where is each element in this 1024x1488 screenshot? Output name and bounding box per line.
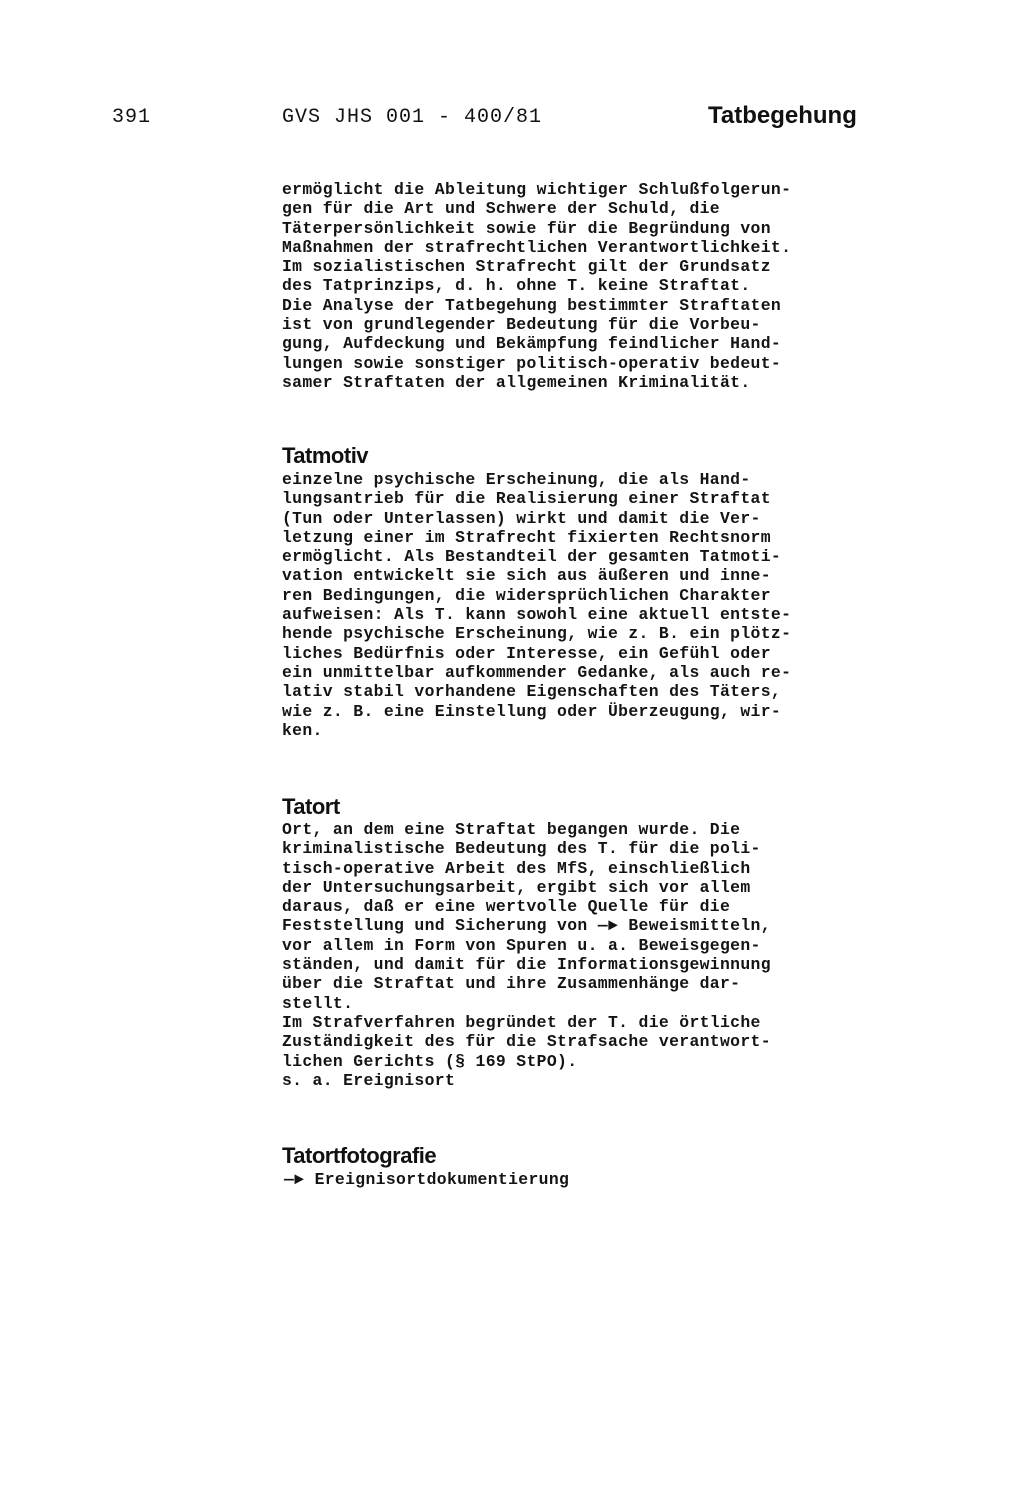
text-line: hende psychische Erscheinung, wie z. B. ein plötz-: [282, 624, 792, 644]
text-line: lativ stabil vorhandene Eigenschaften des Täters,: [282, 682, 782, 702]
document-id: GVS JHS 001 - 400/81: [282, 106, 543, 129]
text-line: gung, Aufdeckung und Bekämpfung feindlicher Hand-: [282, 334, 782, 354]
text-line: tisch-operative Arbeit des MfS, einschließlich: [282, 858, 751, 878]
text-line: ein unmittelbar aufkommender Gedanke, als auch re-: [282, 662, 792, 682]
text-line: Die Analyse der Tatbegehung bestimmter Straftaten: [282, 295, 782, 315]
text-line: Feststellung und Sicherung von —► Beweismitteln,: [282, 916, 771, 936]
text-line: lungen sowie sonstiger politisch-operativ bedeut-: [282, 353, 782, 373]
text-line: s. a. Ereignisort: [282, 1070, 456, 1090]
intro-paragraph: [282, 180, 791, 392]
text-line: ermöglicht die Ableitung wichtiger Schlußfolgerun-: [282, 180, 792, 199]
reference-link: Ereignisortdokumentierung: [314, 1170, 570, 1189]
text-line: Ort, an dem eine Straftat begangen wurde. Die: [282, 820, 741, 839]
entry-body-tatmotiv: [282, 470, 791, 740]
entry-body-tatort: [282, 820, 771, 1090]
text-line: stellt.: [282, 993, 354, 1013]
text-line: ermöglicht. Als Bestandteil der gesamten Tatmoti-: [282, 547, 782, 567]
text-line: samer Straftaten der allgemeinen Kriminalität.: [282, 372, 751, 392]
text-line: Täterpersönlichkeit sowie für die Begründung von: [282, 218, 771, 238]
text-line: daraus, daß er eine wertvolle Quelle für die: [282, 897, 731, 917]
text-line: ren Bedingungen, die widersprüchlichen Charakter: [282, 585, 771, 605]
text-line: letzung einer im Strafrecht fixierten Rechtsnorm: [282, 527, 771, 547]
text-line: wie z. B. eine Einstellung oder Überzeugung, wir-: [282, 701, 782, 721]
text-line: liches Bedürfnis oder Interesse, ein Gefühl oder: [282, 643, 771, 663]
entry-heading-tatort: Tatort: [282, 794, 340, 819]
text-line: kriminalistische Bedeutung des T. für die poli-: [282, 839, 761, 859]
text-line: einzelne psychische Erscheinung, die als Hand-: [282, 470, 751, 489]
text-line: der Untersuchungsarbeit, ergibt sich vor allem: [282, 877, 751, 897]
text-line: lungsantrieb für die Realisierung einer Straftat: [282, 489, 771, 509]
entry-heading-tatmotiv: Tatmotiv: [282, 443, 369, 468]
text-line: Maßnahmen der strafrechtlichen Verantwortlichkeit.: [282, 237, 792, 257]
text-line: vor allem in Form von Spuren u. a. Beweisgegen-: [282, 935, 761, 955]
entry-body-tatortfotografie: [284, 1170, 569, 1189]
text-line: ken.: [282, 720, 323, 740]
text-line: Im Strafverfahren begründet der T. die örtliche: [282, 1012, 761, 1032]
cross-reference: [284, 1170, 569, 1189]
text-line: gen für die Art und Schwere der Schuld, die: [282, 199, 720, 219]
section-title: Tatbegehung: [708, 102, 857, 129]
arrow-right-icon: —►: [284, 1170, 305, 1189]
text-line: ständen, und damit für die Informationsgewinnung: [282, 955, 771, 975]
page-number: 391: [112, 106, 152, 129]
text-line: aufweisen: Als T. kann sowohl eine aktuell entste-: [282, 605, 792, 625]
text-line: des Tatprinzips, d. h. ohne T. keine Straftat.: [282, 276, 751, 296]
text-line: über die Straftat und ihre Zusammenhänge dar-: [282, 974, 741, 994]
text-line: ist von grundlegender Bedeutung für die Vorbeu-: [282, 315, 761, 335]
text-line: Im sozialistischen Strafrecht gilt der Grundsatz: [282, 257, 771, 277]
text-line: lichen Gerichts (§ 169 StPO).: [282, 1051, 578, 1071]
entry-heading-tatortfotografie: Tatortfotografie: [282, 1143, 437, 1168]
text-line: (Tun oder Unterlassen) wirkt und damit die Ver-: [282, 508, 761, 528]
text-line: Zuständigkeit des für die Strafsache verantwort-: [282, 1032, 771, 1052]
text-line: vation entwickelt sie sich aus äußeren und inne-: [282, 566, 771, 586]
